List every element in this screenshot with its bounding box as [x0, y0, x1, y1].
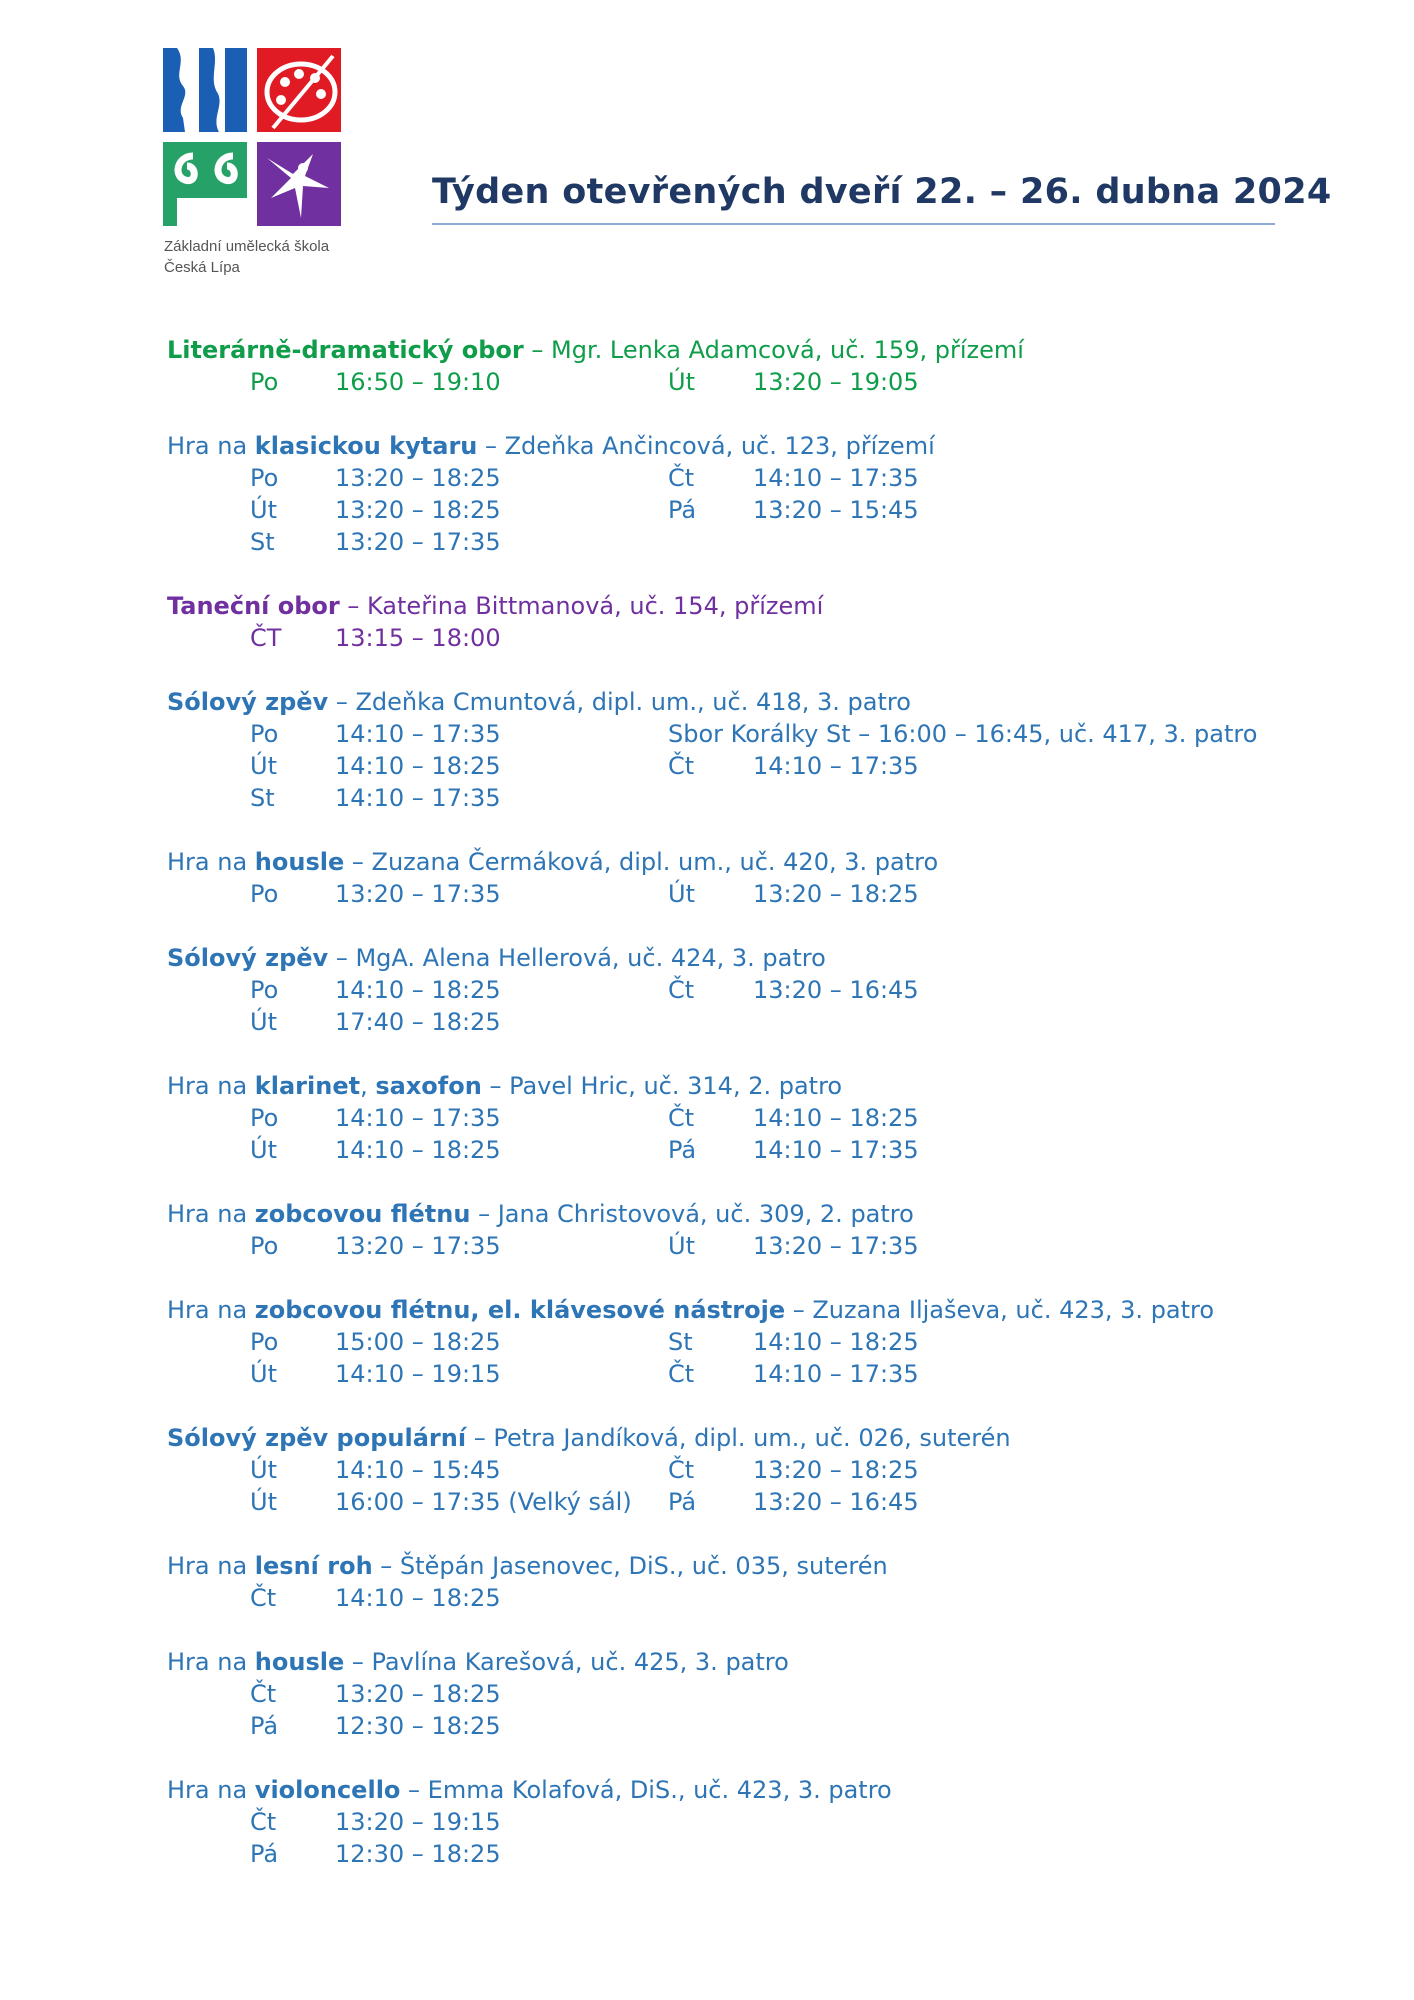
schedule-row: [167, 1230, 1347, 1262]
teacher-info: – Petra Jandíková, dipl. um., uč. 026, suterén: [466, 1424, 1011, 1452]
section-heading: [167, 846, 1347, 878]
subject-name: violoncello: [254, 1776, 401, 1804]
schedule-row: [167, 1326, 1347, 1358]
subject-prefix: Hra na: [167, 1776, 255, 1804]
schedule-row: [167, 526, 1347, 558]
teacher-info: – Zdeňka Cmuntová, dipl. um., uč. 418, 3. patro: [328, 688, 911, 716]
day-label: Čt: [668, 976, 695, 1004]
time-range: 13:20 – 16:45: [753, 1488, 919, 1516]
time-range: 13:20 – 17:35: [335, 528, 501, 556]
subject-name: Sólový zpěv: [167, 944, 329, 972]
section-heading: [167, 942, 1347, 974]
subject-name: klarinet: [254, 1072, 361, 1100]
time-range: 13:20 – 16:45: [753, 976, 919, 1004]
day-label: Út: [668, 368, 695, 396]
schedule-section: [167, 686, 1347, 814]
time-range: 14:10 – 17:35: [753, 752, 919, 780]
day-label: Čt: [250, 1808, 277, 1836]
title-underline: [432, 223, 1275, 225]
day-label: Pá: [668, 1488, 697, 1516]
subject-prefix: Hra na: [167, 1296, 255, 1324]
teacher-info: – Pavel Hric, uč. 314, 2. patro: [481, 1072, 843, 1100]
subject-prefix: Hra na: [167, 432, 255, 460]
time-range: 14:10 – 15:45: [335, 1456, 501, 1484]
subject-prefix: Hra na: [167, 1072, 255, 1100]
time-range: 14:10 – 19:15: [335, 1360, 501, 1388]
time-range: 12:30 – 18:25: [335, 1840, 501, 1868]
schedule-section: [167, 1550, 1347, 1614]
schedule-row: [167, 750, 1347, 782]
teacher-info: – Zuzana Čermáková, dipl. um., uč. 420, 3. patro: [344, 848, 939, 876]
document-title: Týden otevřených dveří 22. – 26. dubna 2024: [432, 172, 1332, 212]
time-range: 12:30 – 18:25: [335, 1712, 501, 1740]
subject-name: lesní roh: [254, 1552, 373, 1580]
day-label: Út: [250, 496, 277, 524]
day-label: Po: [250, 1104, 279, 1132]
subject-name: Literárně-dramatický obor: [167, 336, 524, 364]
day-label: Po: [250, 880, 279, 908]
time-range: 13:20 – 18:25: [753, 1456, 919, 1484]
time-range: 14:10 – 18:25: [335, 1136, 501, 1164]
day-label: Út: [250, 752, 277, 780]
section-heading: [167, 1550, 1347, 1582]
schedule-row: [167, 1134, 1347, 1166]
subject-prefix: Hra na: [167, 1552, 255, 1580]
school-name-line2: Česká Lípa: [164, 259, 240, 276]
day-label: Čt: [668, 1360, 695, 1388]
schedule-row: [167, 1102, 1347, 1134]
day-label: Út: [250, 1136, 277, 1164]
day-label: Čt: [668, 464, 695, 492]
schedule-row: [167, 1838, 1347, 1870]
schedule-row: [167, 782, 1347, 814]
subject-name: saxofon: [375, 1072, 482, 1100]
day-label: Čt: [250, 1584, 277, 1612]
logo-blue-block: [163, 48, 247, 132]
day-label: St: [668, 1328, 693, 1356]
day-label: Po: [250, 1328, 279, 1356]
schedule-section: [167, 430, 1347, 558]
schedule-section: [167, 942, 1347, 1038]
day-label: Po: [250, 976, 279, 1004]
subject-name: Sólový zpěv: [167, 688, 329, 716]
section-heading: [167, 1070, 1347, 1102]
time-range: 13:20 – 17:35: [335, 880, 501, 908]
day-label: ČT: [250, 624, 282, 652]
school-logo: [163, 48, 341, 226]
schedule-section: [167, 1294, 1347, 1390]
school-name-line1: Základní umělecká škola: [164, 238, 330, 255]
subject-name: housle: [254, 1648, 345, 1676]
time-range: 13:20 – 19:05: [753, 368, 919, 396]
time-range: 13:20 – 19:15: [335, 1808, 501, 1836]
time-range: 14:10 – 18:25: [335, 1584, 501, 1612]
schedule-section: [167, 846, 1347, 910]
day-label: Po: [250, 1232, 279, 1260]
time-range: 13:15 – 18:00: [335, 624, 501, 652]
schedule-section: [167, 1198, 1347, 1262]
schedule-row: [167, 1710, 1347, 1742]
day-label: Pá: [668, 496, 697, 524]
schedule-row: [167, 494, 1347, 526]
time-range: 16:00 – 17:35 (Velký sál): [335, 1488, 632, 1516]
section-heading: [167, 334, 1347, 366]
day-label: Čt: [250, 1680, 277, 1708]
day-label: Po: [250, 720, 279, 748]
time-range: 14:10 – 18:25: [335, 976, 501, 1004]
teacher-info: – Emma Kolafová, DiS., uč. 423, 3. patro: [400, 1776, 892, 1804]
teacher-info: – Pavlína Karešová, uč. 425, 3. patro: [344, 1648, 789, 1676]
section-heading: [167, 590, 1347, 622]
schedule-section: [167, 334, 1347, 398]
schedule-row: [167, 974, 1347, 1006]
day-label: Po: [250, 368, 279, 396]
day-label: Pá: [668, 1136, 697, 1164]
time-range: 14:10 – 17:35: [753, 1360, 919, 1388]
schedule-row: [167, 1486, 1347, 1518]
time-range: 14:10 – 17:35: [335, 1104, 501, 1132]
teacher-info: – Zuzana Iljaševa, uč. 423, 3. patro: [785, 1296, 1215, 1324]
day-label: Út: [250, 1008, 277, 1036]
subject-name: zobcovou flétnu, el. klávesové nástroje: [254, 1296, 786, 1324]
day-label: Pá: [250, 1712, 279, 1740]
section-heading: [167, 1294, 1347, 1326]
schedule-row: [167, 878, 1347, 910]
time-range: 13:20 – 17:35: [753, 1232, 919, 1260]
teacher-info: – Mgr. Lenka Adamcová, uč. 159, přízemí: [523, 336, 1024, 364]
day-label: Čt: [668, 1456, 695, 1484]
day-label: St: [250, 784, 275, 812]
time-range: 14:10 – 18:25: [753, 1104, 919, 1132]
schedule-row: [167, 1582, 1347, 1614]
time-range: 17:40 – 18:25: [335, 1008, 501, 1036]
day-label: St: [250, 528, 275, 556]
subject-prefix: Hra na: [167, 1648, 255, 1676]
subject-name: Taneční obor: [167, 592, 340, 620]
schedule-list: [167, 334, 1347, 1902]
schedule-section: [167, 1422, 1347, 1518]
teacher-info: – Jana Christovová, uč. 309, 2. patro: [470, 1200, 914, 1228]
time-range: 13:20 – 18:25: [335, 464, 501, 492]
teacher-info: – Štěpán Jasenovec, DiS., uč. 035, suterén: [372, 1552, 888, 1580]
section-heading: [167, 430, 1347, 462]
day-label: Út: [668, 880, 695, 908]
schedule-section: [167, 590, 1347, 654]
time-range: 13:20 – 15:45: [753, 496, 919, 524]
time-range: 14:10 – 17:35: [335, 720, 501, 748]
time-range: 13:20 – 18:25: [335, 1680, 501, 1708]
schedule-section: [167, 1646, 1347, 1742]
schedule-section: [167, 1774, 1347, 1870]
school-name: [164, 236, 329, 278]
teacher-info: ,: [360, 1072, 376, 1100]
time-range: 16:50 – 19:10: [335, 368, 501, 396]
subject-name: housle: [254, 848, 345, 876]
day-label: Út: [250, 1360, 277, 1388]
section-heading: [167, 1198, 1347, 1230]
schedule-row: [167, 1678, 1347, 1710]
subject-name: klasickou kytaru: [254, 432, 478, 460]
time-range: 14:10 – 17:35: [335, 784, 501, 812]
day-label: Út: [250, 1456, 277, 1484]
schedule-row: [167, 1454, 1347, 1486]
subject-prefix: Hra na: [167, 848, 255, 876]
subject-prefix: Hra na: [167, 1200, 255, 1228]
schedule-section: [167, 1070, 1347, 1166]
teacher-info: – Kateřina Bittmanová, uč. 154, přízemí: [339, 592, 824, 620]
day-label: Po: [250, 464, 279, 492]
schedule-row: [167, 366, 1347, 398]
schedule-row: [167, 462, 1347, 494]
section-heading: [167, 686, 1347, 718]
time-range: 14:10 – 17:35: [753, 1136, 919, 1164]
schedule-row: [167, 1358, 1347, 1390]
time-range: 15:00 – 18:25: [335, 1328, 501, 1356]
subject-name: Sólový zpěv populární: [167, 1424, 467, 1452]
subject-name: zobcovou flétnu: [254, 1200, 471, 1228]
section-heading: [167, 1646, 1347, 1678]
day-label: Pá: [250, 1840, 279, 1868]
time-range: 14:10 – 18:25: [753, 1328, 919, 1356]
section-heading: [167, 1774, 1347, 1806]
section-heading: [167, 1422, 1347, 1454]
teacher-info: – MgA. Alena Hellerová, uč. 424, 3. patro: [328, 944, 826, 972]
day-label: Út: [250, 1488, 277, 1516]
schedule-row: [167, 718, 1347, 750]
schedule-row: [167, 1806, 1347, 1838]
schedule-note: Sbor Korálky St – 16:00 – 16:45, uč. 417, 3. patro: [668, 720, 1258, 748]
day-label: Út: [668, 1232, 695, 1260]
time-range: 14:10 – 18:25: [335, 752, 501, 780]
time-range: 13:20 – 18:25: [335, 496, 501, 524]
time-range: 14:10 – 17:35: [753, 464, 919, 492]
schedule-row: [167, 622, 1347, 654]
day-label: Čt: [668, 752, 695, 780]
time-range: 13:20 – 18:25: [753, 880, 919, 908]
day-label: Čt: [668, 1104, 695, 1132]
schedule-row: [167, 1006, 1347, 1038]
teacher-info: – Zdeňka Ančincová, uč. 123, přízemí: [477, 432, 935, 460]
time-range: 13:20 – 17:35: [335, 1232, 501, 1260]
